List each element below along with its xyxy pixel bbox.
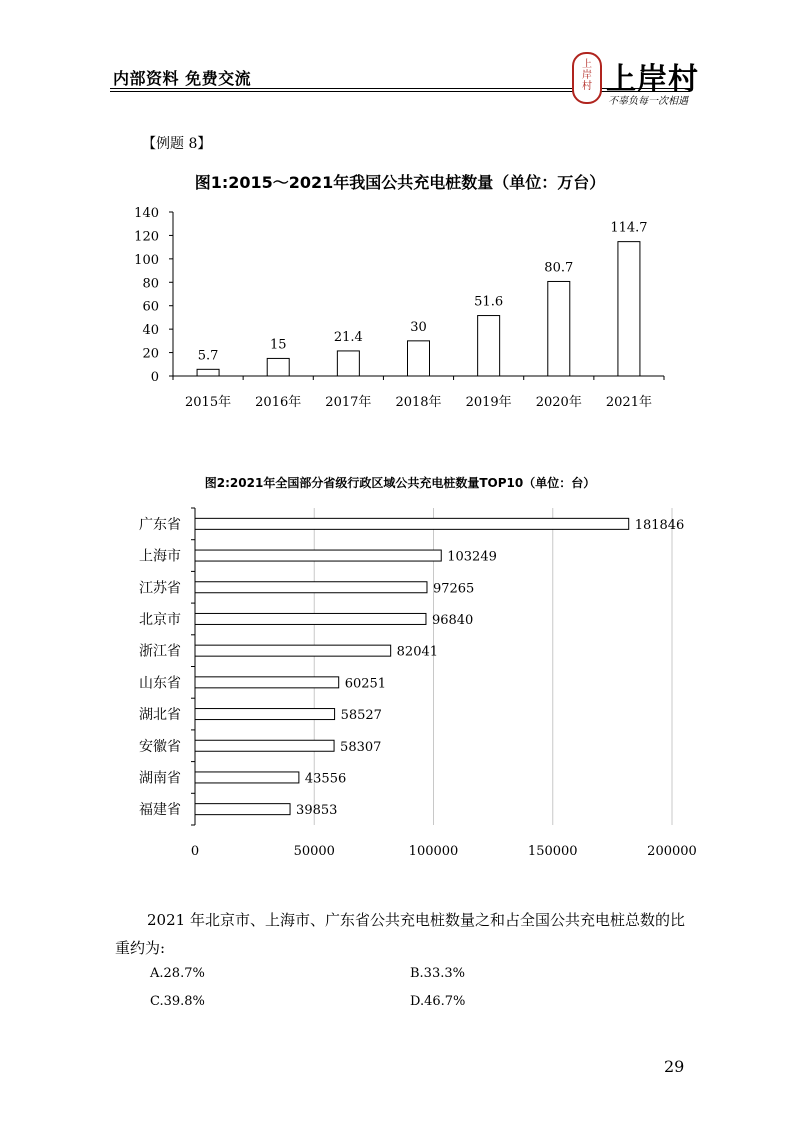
chart2-bar bbox=[195, 550, 441, 561]
chart2-x-tick-label: 100000 bbox=[408, 844, 459, 859]
chart2-category-label: 山东省 bbox=[139, 675, 181, 692]
chart1-y-tick-label: 100 bbox=[134, 252, 159, 268]
chart2-data-label: 39853 bbox=[296, 803, 338, 819]
chart2-x-tick-label: 50000 bbox=[293, 844, 335, 859]
chart2-data-label: 58307 bbox=[340, 739, 382, 755]
chart1-data-label: 30 bbox=[410, 319, 427, 335]
option-b[interactable]: B.33.3% bbox=[410, 966, 465, 981]
logo-slogan: 不辜负每一次相遇 bbox=[608, 96, 688, 107]
chart2-data-label: 58527 bbox=[340, 708, 382, 724]
chart1-y-tick-label: 120 bbox=[134, 229, 159, 245]
chart2-bar bbox=[195, 582, 427, 593]
option-c[interactable]: C.39.8% bbox=[150, 994, 205, 1009]
logo-seal-icon: 上 岸 村 bbox=[572, 52, 602, 104]
chart1-y-tick-label: 40 bbox=[142, 323, 159, 339]
chart2-bar bbox=[195, 645, 391, 656]
chart1-x-tick-label: 2019年 bbox=[465, 395, 512, 410]
chart2-data-label: 97265 bbox=[432, 581, 475, 597]
chart1-title: 图1:2015～2021年我国公共充电桩数量（单位：万台） bbox=[194, 173, 606, 192]
chart1-x-tick-label: 2021年 bbox=[605, 395, 652, 410]
chart2-data-label: 82041 bbox=[396, 644, 439, 660]
chart1-data-label: 114.7 bbox=[610, 220, 648, 236]
chart1-x-tick-label: 2018年 bbox=[395, 395, 442, 410]
chart2-category-label: 湖北省 bbox=[139, 707, 181, 724]
chart1-x-tick-label: 2017年 bbox=[325, 395, 372, 410]
chart2-bar bbox=[195, 709, 335, 720]
chart2-bar bbox=[195, 772, 299, 783]
chart1-data-label: 21.4 bbox=[333, 329, 363, 345]
chart2-x-tick-label: 200000 bbox=[647, 844, 697, 859]
chart2-x-tick-label: 150000 bbox=[527, 844, 578, 859]
chart1-y-tick-label: 140 bbox=[134, 206, 159, 221]
chart2-category-label: 江苏省 bbox=[139, 580, 181, 597]
chart2-title: 图2:2021年全国部分省级行政区域公共充电桩数量TOP10（单位：台） bbox=[204, 476, 596, 490]
chart1-y-tick-label: 80 bbox=[142, 276, 159, 292]
chart1-y-tick-label: 60 bbox=[142, 299, 159, 315]
chart1-y-tick-label: 0 bbox=[150, 370, 159, 385]
chart2-data-label: 43556 bbox=[304, 771, 347, 787]
chart2-bar bbox=[195, 613, 426, 624]
page-number: 29 bbox=[664, 1057, 685, 1076]
chart2-data-label: 181846 bbox=[634, 517, 685, 533]
chart2-category-label: 湖南省 bbox=[139, 770, 181, 787]
chart2-category-label: 浙江省 bbox=[139, 643, 181, 660]
example-label: 【例题 8】 bbox=[142, 136, 212, 152]
chart1-data-label: 80.7 bbox=[544, 260, 574, 276]
chart2-bar bbox=[195, 518, 629, 529]
chart2-category-label: 广东省 bbox=[139, 516, 181, 533]
chart2-category-label: 安徽省 bbox=[139, 738, 181, 755]
chart2-data-label: 60251 bbox=[344, 676, 387, 692]
chart2-x-tick-label: 0 bbox=[190, 844, 200, 859]
chart2-bar bbox=[195, 804, 290, 815]
option-d[interactable]: D.46.7% bbox=[410, 994, 466, 1009]
logo-name: 上岸村 bbox=[606, 62, 699, 97]
chart2-category-label: 北京市 bbox=[139, 611, 181, 628]
chart2-bar bbox=[195, 740, 334, 751]
question-text: 2021 年北京市、上海市、广东省公共充电桩数量之和占全国公共充电桩总数的比重约为: bbox=[115, 911, 685, 957]
chart2-data-label: 96840 bbox=[431, 612, 474, 628]
chart1-data-label: 15 bbox=[269, 337, 287, 353]
chart1-x-tick-label: 2016年 bbox=[255, 395, 302, 410]
option-a[interactable]: A.28.7% bbox=[150, 966, 205, 981]
chart1-x-tick-label: 2020年 bbox=[535, 395, 582, 410]
chart1-y-tick-label: 20 bbox=[142, 346, 159, 362]
chart2-category-label: 福建省 bbox=[139, 802, 181, 819]
chart1-x-tick-label: 2015年 bbox=[185, 395, 232, 410]
chart2-category-label: 上海市 bbox=[139, 548, 181, 565]
chart1-data-label: 5.7 bbox=[197, 348, 219, 364]
chart2-bar bbox=[195, 677, 339, 688]
chart2-data-label: 103249 bbox=[447, 549, 497, 565]
chart1-data-label: 51.6 bbox=[474, 294, 504, 310]
document-header-text: 内部资料 免费交流 bbox=[113, 69, 252, 88]
